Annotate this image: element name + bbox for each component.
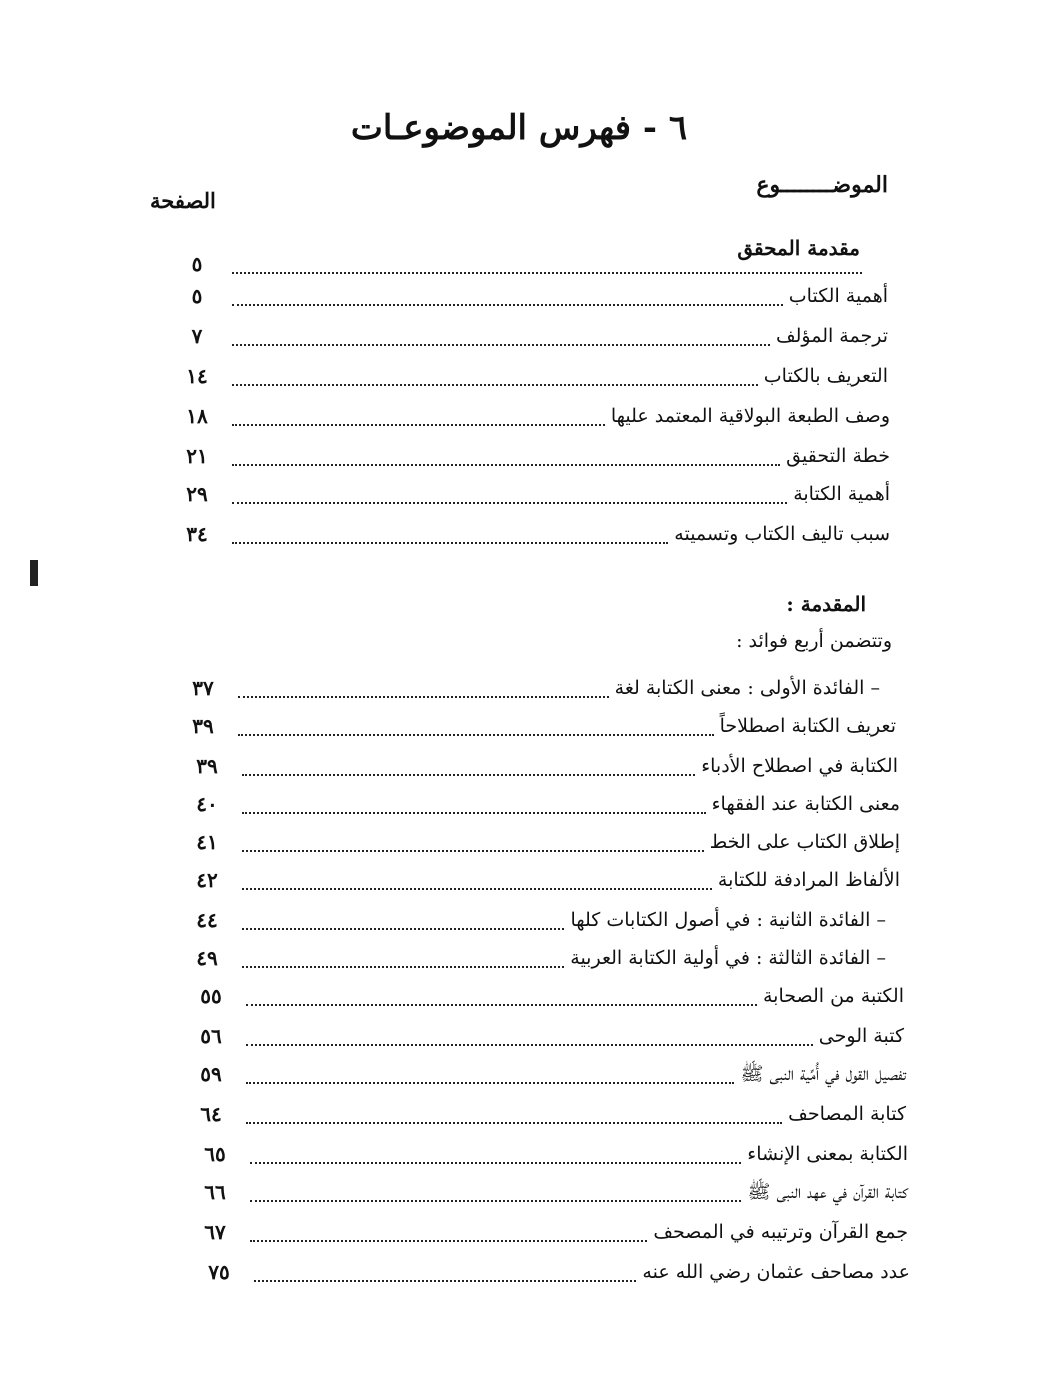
toc-entry-page: ٥ <box>191 284 203 308</box>
toc-entry-label: معنى الكتابة عند الفقهاء <box>711 793 900 815</box>
dot-leader <box>232 250 862 274</box>
toc-entry-page: ٣٩ <box>196 754 218 778</box>
dot-leader <box>242 752 695 776</box>
dot-leader <box>242 944 564 968</box>
toc-entry-label: أهمية الكتاب <box>788 285 888 307</box>
toc-entry-page: ٥٥ <box>200 984 222 1008</box>
toc-entry <box>172 746 898 780</box>
toc-entry-label: عدد مصاحف عثمان رضي الله عنه <box>642 1261 910 1283</box>
toc-entry-label: إطلاق الكتاب على الخط <box>709 831 900 853</box>
topic-column-header: الموضــــــــوع <box>756 172 888 198</box>
dot-leader <box>232 402 605 426</box>
toc-entry-label: وصف الطبعة البولاقية المعتمد عليها <box>610 405 890 427</box>
dot-leader <box>246 1060 734 1084</box>
dot-leader <box>232 282 783 306</box>
dot-leader <box>250 1178 741 1202</box>
toc-entry-page: ٦٥ <box>204 1142 226 1166</box>
toc-entry-label: ترجمة المؤلف <box>775 325 888 347</box>
dot-leader <box>232 322 770 346</box>
toc-entry <box>172 822 900 856</box>
toc-entry-label: تفصيل القول في أُمِّية النبى ﷺ <box>740 1063 906 1085</box>
toc-entry-label: الألفاظ المرادفة للكتابة <box>717 869 900 891</box>
toc-entry <box>162 396 890 430</box>
toc-entry-page: ١٨ <box>186 404 208 428</box>
toc-entry-page: ١٤ <box>186 364 208 388</box>
toc-entry-page: ٦٧ <box>204 1220 226 1244</box>
toc-entry <box>176 1054 906 1088</box>
section-intro-text: وتتضمن أربع فوائد : <box>736 630 892 652</box>
toc-entry-page: ٧٥ <box>208 1260 230 1284</box>
dot-leader <box>246 1100 782 1124</box>
toc-entry <box>162 514 890 548</box>
toc-entry-page: ٦٤ <box>200 1102 222 1126</box>
toc-entry <box>176 976 904 1010</box>
toc-entry <box>180 1212 908 1246</box>
toc-entry <box>162 436 890 470</box>
section-heading-introduction: المقدمة : <box>786 592 866 616</box>
toc-entry-page: ٢١ <box>186 444 208 468</box>
dot-leader <box>250 1218 647 1242</box>
dot-leader <box>242 828 704 852</box>
toc-entry <box>162 474 890 508</box>
toc-entry-page: ٥٦ <box>200 1024 222 1048</box>
toc-entry <box>180 1134 908 1168</box>
toc-entry <box>162 244 868 278</box>
dot-leader <box>232 520 668 544</box>
toc-entry-page: ٥٩ <box>200 1062 222 1086</box>
toc-entry-page: ٣٩ <box>192 714 214 738</box>
toc-entry-label: كتابة القرآن في عهد النبى ﷺ <box>747 1181 908 1203</box>
toc-entry-page: ٤١ <box>196 830 218 854</box>
toc-entry-page: ٤٠ <box>196 792 218 816</box>
dot-leader <box>232 442 780 466</box>
toc-entry <box>162 316 888 350</box>
toc-entry <box>168 706 896 740</box>
toc-entry-page: ٥ <box>191 252 203 276</box>
toc-entry <box>172 784 900 818</box>
toc-entry-label: – الفائدة الأولى : معنى الكتابة لغة <box>614 677 880 699</box>
scan-edge-mark <box>30 560 38 586</box>
toc-entry-page: ٣٤ <box>186 522 208 546</box>
toc-entry-page: ٤٩ <box>196 946 218 970</box>
page-title: ٦ - فهرس الموضوعـات <box>350 108 688 148</box>
toc-entry <box>168 668 880 702</box>
toc-entry-page: ٦٦ <box>204 1180 226 1204</box>
toc-entry-page: ٧ <box>191 324 203 348</box>
toc-entry-page: ٣٧ <box>192 676 214 700</box>
toc-entry-label: أهمية الكتابة <box>793 483 890 505</box>
page-column-header: الصفحة <box>150 188 216 213</box>
dot-leader <box>246 1022 813 1046</box>
toc-entry-label: الكتابة في اصطلاح الأدباء <box>701 755 898 777</box>
toc-entry-label: كتبة الوحى <box>818 1025 904 1047</box>
dot-leader <box>232 362 758 386</box>
dot-leader <box>250 1140 741 1164</box>
toc-entry-label: التعريف بالكتاب <box>763 365 888 387</box>
toc-entry-label: تعريف الكتابة اصطلاحاً <box>719 715 896 737</box>
toc-entry-label: – الفائدة الثالثة : في أولية الكتابة العربية <box>570 947 886 969</box>
toc-entry <box>172 900 886 934</box>
toc-entry-label: – الفائدة الثانية : في أصول الكتابات كلها <box>570 909 886 931</box>
toc-entry-label: الكتبة من الصحابة <box>762 985 904 1007</box>
toc-entry-label: خطة التحقيق <box>786 445 890 467</box>
toc-entry <box>162 356 888 390</box>
section-heading-editor-intro: مقدمة المحقق <box>737 236 860 260</box>
toc-entry <box>172 860 900 894</box>
toc-entry-label: الكتابة بمعنى الإنشاء <box>747 1143 908 1165</box>
toc-entry-page: ٤٢ <box>196 868 218 892</box>
dot-leader <box>242 790 706 814</box>
dot-leader <box>242 866 712 890</box>
toc-entry <box>172 938 886 972</box>
dot-leader <box>232 480 787 504</box>
dot-leader <box>242 906 564 930</box>
toc-entry <box>184 1252 910 1286</box>
toc-entry <box>176 1016 904 1050</box>
toc-entry <box>176 1094 906 1128</box>
toc-entry-label: كتابة المصاحف <box>788 1103 906 1125</box>
toc-entry-page: ٢٩ <box>186 482 208 506</box>
dot-leader <box>238 712 714 736</box>
dot-leader <box>246 982 757 1006</box>
toc-entry-page: ٤٤ <box>196 908 218 932</box>
toc-entry <box>180 1172 908 1206</box>
dot-leader <box>238 674 609 698</box>
toc-entry <box>162 276 888 310</box>
dot-leader <box>254 1258 636 1282</box>
toc-entry-label: جمع القرآن وترتيبه في المصحف <box>653 1221 908 1243</box>
toc-entry-label: سبب تاليف الكتاب وتسميته <box>674 523 890 545</box>
